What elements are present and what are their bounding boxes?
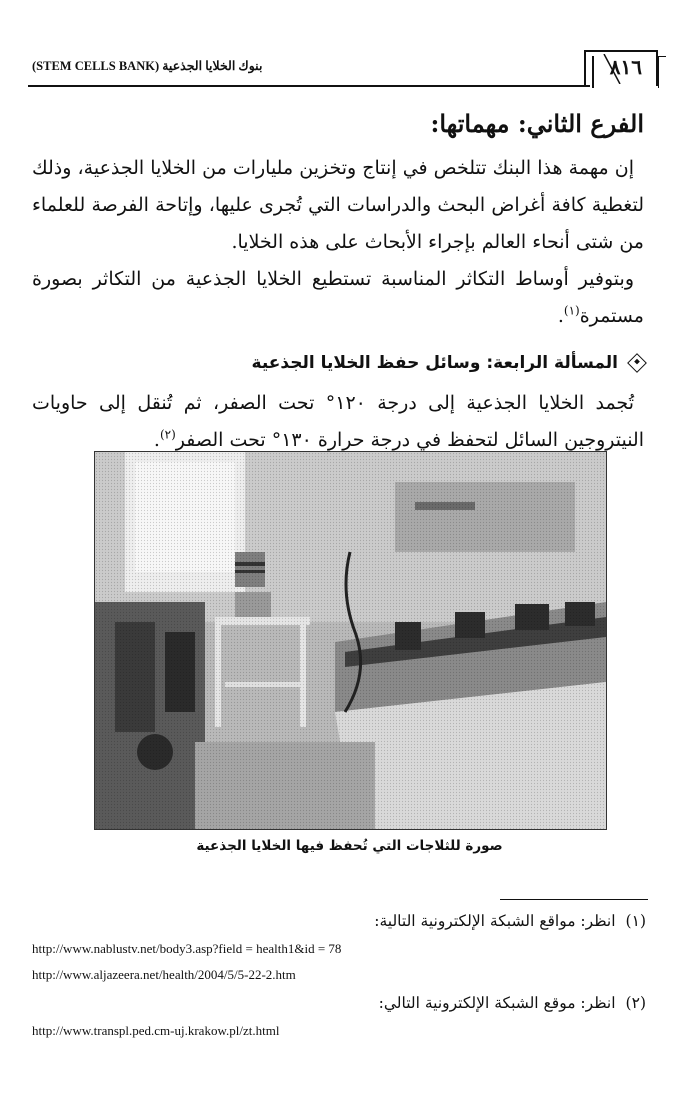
footnote-link[interactable]: http://www.nablustv.net/body3.asp?field = health1&id = 78 [32, 941, 342, 956]
paragraph-freezing [32, 385, 644, 459]
footnotes [32, 906, 646, 1044]
page-number-box [584, 50, 658, 86]
issue-heading-text: المسألة الرابعة: وسائل حفظ الخلايا الجذعية [251, 353, 618, 373]
footnote-number: (١) [625, 912, 646, 930]
paragraph-culture-end: . [557, 305, 564, 327]
diamond-icon [627, 353, 647, 373]
freezer-lab-photo [94, 451, 607, 830]
paragraph-freezing-text: تُجمد الخلايا الجذعية إلى درجة ١٢٠° تحت الصفر، ثم تُنقل إلى حاويات النيتروجين السائل لتحفظ في درجة حرارة ١٣٠° تحت الصفر [32, 392, 644, 451]
footnote-text: انظر: مواقع الشبكة الإلكترونية التالية: [374, 912, 616, 930]
footnote-link[interactable]: http://www.transpl.ped.cm-uj.krakow.pl/zt.html [32, 1023, 280, 1038]
figure-caption: صورة للثلاجات التي تُحفظ فيها الخلايا الجذعية [196, 838, 503, 854]
main-content [32, 100, 644, 459]
freezer-lab-illustration [95, 452, 606, 829]
header-rule [28, 85, 590, 87]
footnote-number: (٢) [625, 994, 646, 1012]
footnote-link[interactable]: http://www.aljazeera.net/health/2004/5/5-22-2.htm [32, 967, 296, 982]
running-header [28, 40, 668, 94]
footnote-text: انظر: موقع الشبكة الإلكترونية التالي: [378, 994, 616, 1012]
footnote-separator [500, 899, 648, 900]
issue-heading [32, 347, 644, 379]
footnote-ref-1[interactable]: (١) [563, 303, 580, 318]
page-number: ٨١٦ [609, 55, 642, 79]
footnote-1 [32, 906, 646, 936]
paragraph-mission: إن مهمة هذا البنك تتلخص في إنتاج وتخزين مليارات من الخلايا الجذعية، وذلك لتغطية كافة أغراض البحث والدراسات التي تُجرى عليها، وإتاحة الفرصة للعلماء من شتى أنحاء العالم بإجراء الأبحاث على هذه الخلايا. [32, 157, 644, 253]
running-title: (STEM CELLS BANK) بنوك الخلايا الجذعية [32, 59, 263, 73]
paragraph-culture-text: وبتوفير أوساط التكاثر المناسبة تستطيع الخلايا الجذعية من التكاثر بصورة مستمرة [32, 268, 644, 327]
paragraph-freezing-end: . [153, 429, 160, 451]
paragraph-culture [32, 261, 644, 335]
section-heading: الفرع الثاني: مهماتها: [430, 109, 644, 138]
footnote-ref-2[interactable]: (٢) [159, 427, 176, 442]
footnote-2 [32, 988, 646, 1018]
